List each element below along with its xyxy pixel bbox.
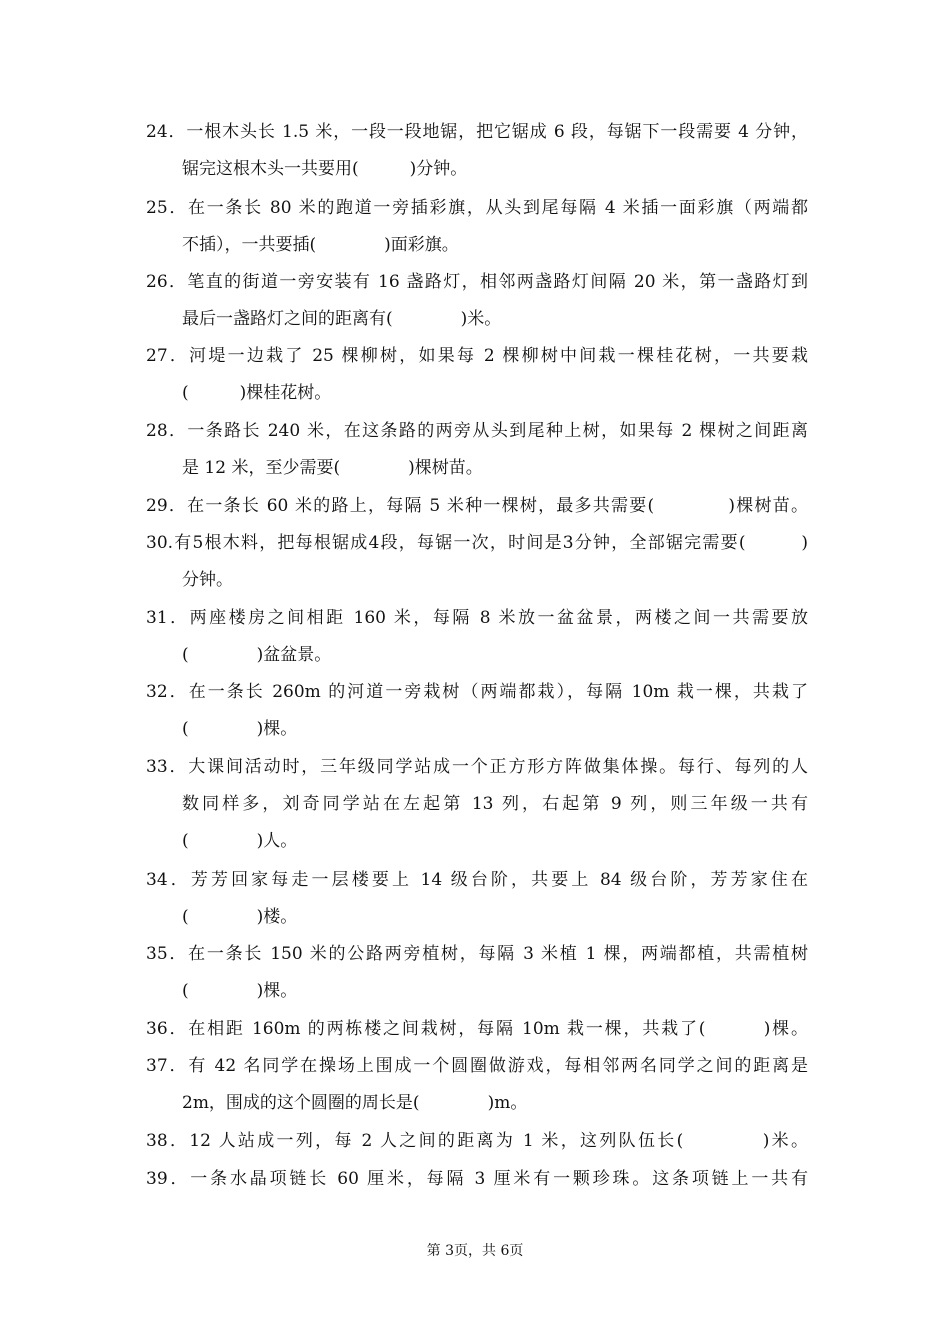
question-line: 38．12 人站成一列，每 2 人之间的距离为 1 米，这列队伍长( )米。 xyxy=(146,1131,808,1151)
question-line: ( )楼。 xyxy=(182,907,298,927)
question-line: 32．在一条长 260m 的河道一旁栽树（两端都栽），每隔 10m 栽一棵，共栽了 xyxy=(146,682,808,702)
question-33 xyxy=(146,749,808,860)
question-line: 2m，围成的这个圆圈的周长是( )m。 xyxy=(182,1093,528,1113)
page-footer: 第 3页，共 6页 xyxy=(426,1243,524,1259)
question-line: 30.有5根木料，把每根锯成4段，每锯一次，时间是3分钟，全部锯完需要( ) xyxy=(146,533,808,553)
question-25 xyxy=(146,190,808,264)
question-line: 28．一条路长 240 米，在这条路的两旁从头到尾种上树，如果每 2 棵树之间距离 xyxy=(146,421,808,441)
question-28 xyxy=(146,413,808,487)
question-34 xyxy=(146,862,808,936)
question-line: ( )棵。 xyxy=(182,981,298,1001)
question-35 xyxy=(146,936,808,1010)
question-line: 分钟。 xyxy=(182,570,233,590)
question-line: 31．两座楼房之间相距 160 米，每隔 8 米放一盆盆景，两楼之间一共需要放 xyxy=(146,608,808,628)
question-line: ( )人。 xyxy=(182,831,298,851)
question-line: 33．大课间活动时，三年级同学站成一个正方形方阵做集体操。每行、每列的人 xyxy=(146,757,808,777)
question-line: 34．芳芳回家每走一层楼要上 14 级台阶，共要上 84 级台阶，芳芳家住在 xyxy=(146,870,808,890)
question-26 xyxy=(146,264,808,338)
question-31 xyxy=(146,600,808,674)
question-line: 不插），一共要插( )面彩旗。 xyxy=(182,235,459,255)
question-27 xyxy=(146,338,808,412)
question-39 xyxy=(146,1161,808,1198)
question-line: 27．河堤一边栽了 25 棵柳树，如果每 2 棵柳树中间栽一棵桂花树，一共要栽 xyxy=(146,346,808,366)
question-line: 26．笔直的街道一旁安装有 16 盏路灯，相邻两盏路灯间隔 20 米，第一盏路灯到 xyxy=(146,272,808,292)
question-line: ( )棵。 xyxy=(182,719,298,739)
question-line: ( )盆盆景。 xyxy=(182,645,332,665)
question-line: 24．一根木头长 1.5 米，一段一段地锯，把它锯成 6 段，每锯下一段需要 4 分钟， xyxy=(146,122,808,142)
question-30 xyxy=(146,525,808,599)
question-line: 35．在一条长 150 米的公路两旁植树，每隔 3 米植 1 棵，两端都植，共需植树 xyxy=(146,944,808,964)
question-38 xyxy=(146,1123,808,1160)
question-36 xyxy=(146,1011,808,1048)
question-line: 36．在相距 160m 的两栋楼之间栽树，每隔 10m 栽一棵，共栽了( )棵。 xyxy=(146,1019,808,1039)
question-29 xyxy=(146,488,808,525)
question-line: 是 12 米，至少需要( )棵树苗。 xyxy=(182,458,483,478)
question-line: 25．在一条长 80 米的跑道一旁插彩旗，从头到尾每隔 4 米插一面彩旗（两端都 xyxy=(146,198,808,218)
question-line: 39．一条水晶项链长 60 厘米，每隔 3 厘米有一颗珍珠。这条项链上一共有 xyxy=(146,1169,808,1189)
question-line: 37．有 42 名同学在操场上围成一个圆圈做游戏，每相邻两名同学之间的距离是 xyxy=(146,1056,808,1076)
question-32 xyxy=(146,674,808,748)
question-line: 锯完这根木头一共要用( )分钟。 xyxy=(182,159,468,179)
question-24 xyxy=(146,114,808,188)
question-line: 最后一盏路灯之间的距离有( )米。 xyxy=(182,309,502,329)
question-37 xyxy=(146,1048,808,1122)
question-line: 29．在一条长 60 米的路上，每隔 5 米种一棵树，最多共需要( )棵树苗。 xyxy=(146,496,808,516)
question-line: ( )棵桂花树。 xyxy=(182,383,332,403)
question-line: 数同样多，刘奇同学站在左起第 13 列，右起第 9 列，则三年级一共有 xyxy=(182,794,808,814)
